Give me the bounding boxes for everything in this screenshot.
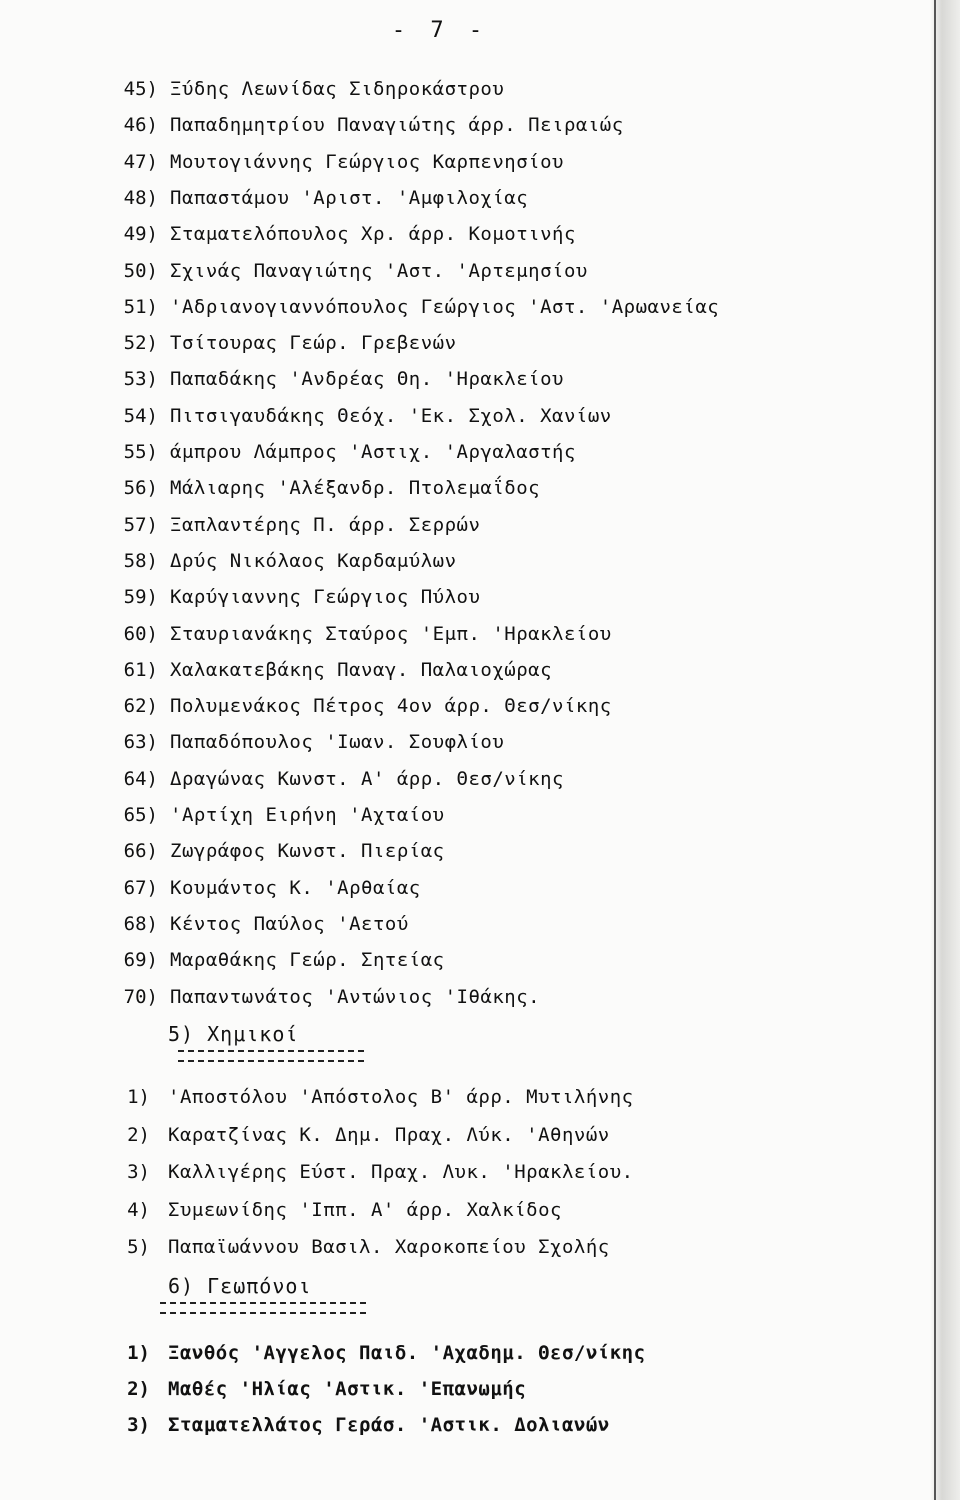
- list-item: [0, 943, 850, 977]
- item-number: 54): [123, 404, 158, 427]
- item-number: 66): [123, 840, 158, 863]
- item-text: Ξύδης Λεωνίδας Σιδηροκάστρου: [170, 78, 505, 100]
- section-underline-chemists: [178, 1050, 364, 1062]
- list-item: [0, 181, 850, 215]
- item-number: 64): [123, 767, 158, 790]
- item-number: 45): [123, 78, 158, 100]
- item-number: 65): [123, 804, 158, 826]
- item-number: 58): [123, 549, 158, 572]
- item-number: 69): [123, 949, 158, 972]
- list-item: [0, 762, 850, 796]
- item-number: 49): [123, 223, 158, 246]
- item-number: 1): [127, 1086, 150, 1108]
- list-item: [0, 1230, 850, 1264]
- item-number: 67): [123, 876, 158, 899]
- list-item: [0, 725, 850, 759]
- list-item: [0, 580, 850, 614]
- list-item: [0, 72, 850, 106]
- item-number: 3): [127, 1161, 150, 1183]
- list-item: [0, 399, 850, 433]
- list-item: [0, 254, 850, 288]
- item-text: Σχινάς Παναγιώτης 'Αστ. 'Αρτεμησίου: [170, 259, 588, 282]
- item-number: 48): [123, 186, 158, 209]
- item-text: Δραγώνας Κωνστ. Α' άρρ. Θεσ/νίκης: [170, 767, 564, 790]
- item-text: άμπρου Λάμπρος 'Αστιχ. 'Αργαλαστής: [170, 441, 576, 463]
- list-item: [0, 145, 850, 179]
- item-text: Παπαδόπουλος 'Ιωαν. Σουφλίου: [170, 731, 505, 754]
- item-text: Μουτογιάννης Γεώργιος Καρπενησίου: [170, 150, 564, 173]
- item-number: 50): [123, 259, 158, 282]
- item-text: 'Αρτίχη Ειρήνη 'Αχταίου: [170, 804, 445, 826]
- section-underline-agronomists: [160, 1302, 366, 1314]
- item-number: 4): [127, 1198, 150, 1221]
- list-item: [0, 689, 850, 723]
- item-text: 'Αδριανογιαννόπουλος Γεώργιος 'Αστ. 'Αρωανείας: [170, 295, 720, 318]
- item-text: Σταυριανάκης Σταύρος 'Εμπ. 'Ηρακλείου: [170, 622, 612, 645]
- item-text: 'Αποστόλου 'Απόστολος Β' άρρ. Μυτιλήνης: [168, 1086, 634, 1108]
- list-item: [0, 217, 850, 251]
- item-number: 60): [123, 622, 158, 645]
- list-item: [0, 617, 850, 651]
- item-text: Καλλιγέρης Εύστ. Πραχ. Λυκ. 'Ηρακλείου.: [168, 1161, 634, 1183]
- item-number: 63): [123, 731, 158, 754]
- section-title-chemists: 5) Χημικοί: [168, 1022, 299, 1046]
- item-text: Παπαϊωάννου Βασιλ. Χαροκοπείου Σχολής: [168, 1236, 610, 1258]
- item-text: Πολυμενάκος Πέτρος 4ον άρρ. Θεσ/νίκης: [170, 695, 612, 718]
- item-number: 1): [127, 1342, 150, 1364]
- item-number: 51): [123, 295, 158, 318]
- page-number: - 7 -: [391, 18, 489, 43]
- item-text: Συμεωνίδης 'Ιππ. Α' άρρ. Χαλκίδος: [168, 1198, 562, 1221]
- item-text: Κουμάντος Κ. 'Αρθαίας: [170, 876, 421, 899]
- list-item: [0, 1372, 850, 1406]
- item-text: Παπαδάκης 'Ανδρέας Θη. 'Ηρακλείου: [170, 368, 564, 391]
- section-title-agronomists: 6) Γεωπόνοι: [168, 1274, 312, 1298]
- list-item: [0, 290, 850, 324]
- item-text: Κέντος Παύλος 'Αετού: [170, 912, 409, 935]
- item-text: Καρύγιαννης Γεώργιος Πύλου: [170, 586, 481, 609]
- item-number: 52): [123, 332, 158, 355]
- list-item: [0, 544, 850, 578]
- item-text: Ξαπλαντέρης Π. άρρ. Σερρών: [170, 513, 481, 536]
- item-number: 61): [123, 658, 158, 681]
- item-number: 57): [123, 513, 158, 536]
- item-number: 46): [123, 114, 158, 137]
- item-text: Παπαστάμου 'Αριστ. 'Αμφιλοχίας: [170, 186, 529, 209]
- list-item: [0, 1193, 850, 1227]
- list-item: [0, 508, 850, 542]
- item-number: 3): [127, 1414, 150, 1436]
- list-item: [0, 435, 850, 469]
- item-number: 68): [123, 912, 158, 935]
- item-number: 2): [127, 1123, 150, 1146]
- item-text: Χαλακατεβάκης Παναγ. Παλαιοχώρας: [170, 658, 553, 681]
- item-number: 53): [123, 368, 158, 391]
- item-text: Παπαντωνάτος 'Αντώνιος 'Ιθάκης.: [170, 985, 541, 1008]
- page-edge-line: [934, 0, 936, 1500]
- item-number: 56): [123, 477, 158, 500]
- item-text: Τσίτουρας Γεώρ. Γρεβενών: [170, 332, 457, 355]
- item-text: Μαθές 'Ηλίας 'Αστικ. 'Επανωμής: [168, 1378, 527, 1400]
- item-text: Παπαδημητρίου Παναγιώτης άρρ. Πειραιώς: [170, 114, 624, 137]
- item-text: Μαραθάκης Γεώρ. Σητείας: [170, 949, 445, 972]
- list-item: [0, 653, 850, 687]
- list-item: [0, 1155, 850, 1189]
- item-text: Δρύς Νικόλαος Καρδαμύλων: [170, 549, 457, 572]
- item-number: 2): [127, 1378, 150, 1400]
- item-text: Ζωγράφος Κωνστ. Πιερίας: [170, 840, 445, 863]
- list-item: [0, 834, 850, 868]
- item-text: Καρατζίνας Κ. Δημ. Πραχ. Λύκ. 'Αθηνών: [168, 1123, 610, 1146]
- list-item: [0, 471, 850, 505]
- item-number: 59): [123, 586, 158, 609]
- list-item: [0, 871, 850, 905]
- list-item: [0, 980, 850, 1014]
- item-number: 62): [123, 695, 158, 718]
- list-item: [0, 1408, 850, 1442]
- list-item: [0, 1080, 850, 1114]
- list-item: [0, 362, 850, 396]
- item-number: 5): [127, 1236, 150, 1258]
- list-item: [0, 1118, 850, 1152]
- list-item: [0, 326, 850, 360]
- list-item: [0, 907, 850, 941]
- item-text: Ξανθός 'Αγγελος Παιδ. 'Αχαδημ. Θεσ/νίκης: [168, 1342, 646, 1364]
- list-item: [0, 1336, 850, 1370]
- item-text: Μάλιαρης 'Αλέξανδρ. Πτολεμαΐδος: [170, 477, 541, 500]
- item-text: Σταματελλάτος Γεράσ. 'Αστικ. Δολιανών: [168, 1414, 610, 1436]
- list-item: [0, 798, 850, 832]
- item-number: 47): [123, 150, 158, 173]
- item-number: 55): [123, 441, 158, 463]
- list-item: [0, 108, 850, 142]
- item-text: Σταματελόπουλος Χρ. άρρ. Κομοτινής: [170, 223, 576, 246]
- item-number: 70): [123, 985, 158, 1008]
- item-text: Πιτσιγαυδάκης Θεόχ. 'Εκ. Σχολ. Χανίων: [170, 404, 612, 427]
